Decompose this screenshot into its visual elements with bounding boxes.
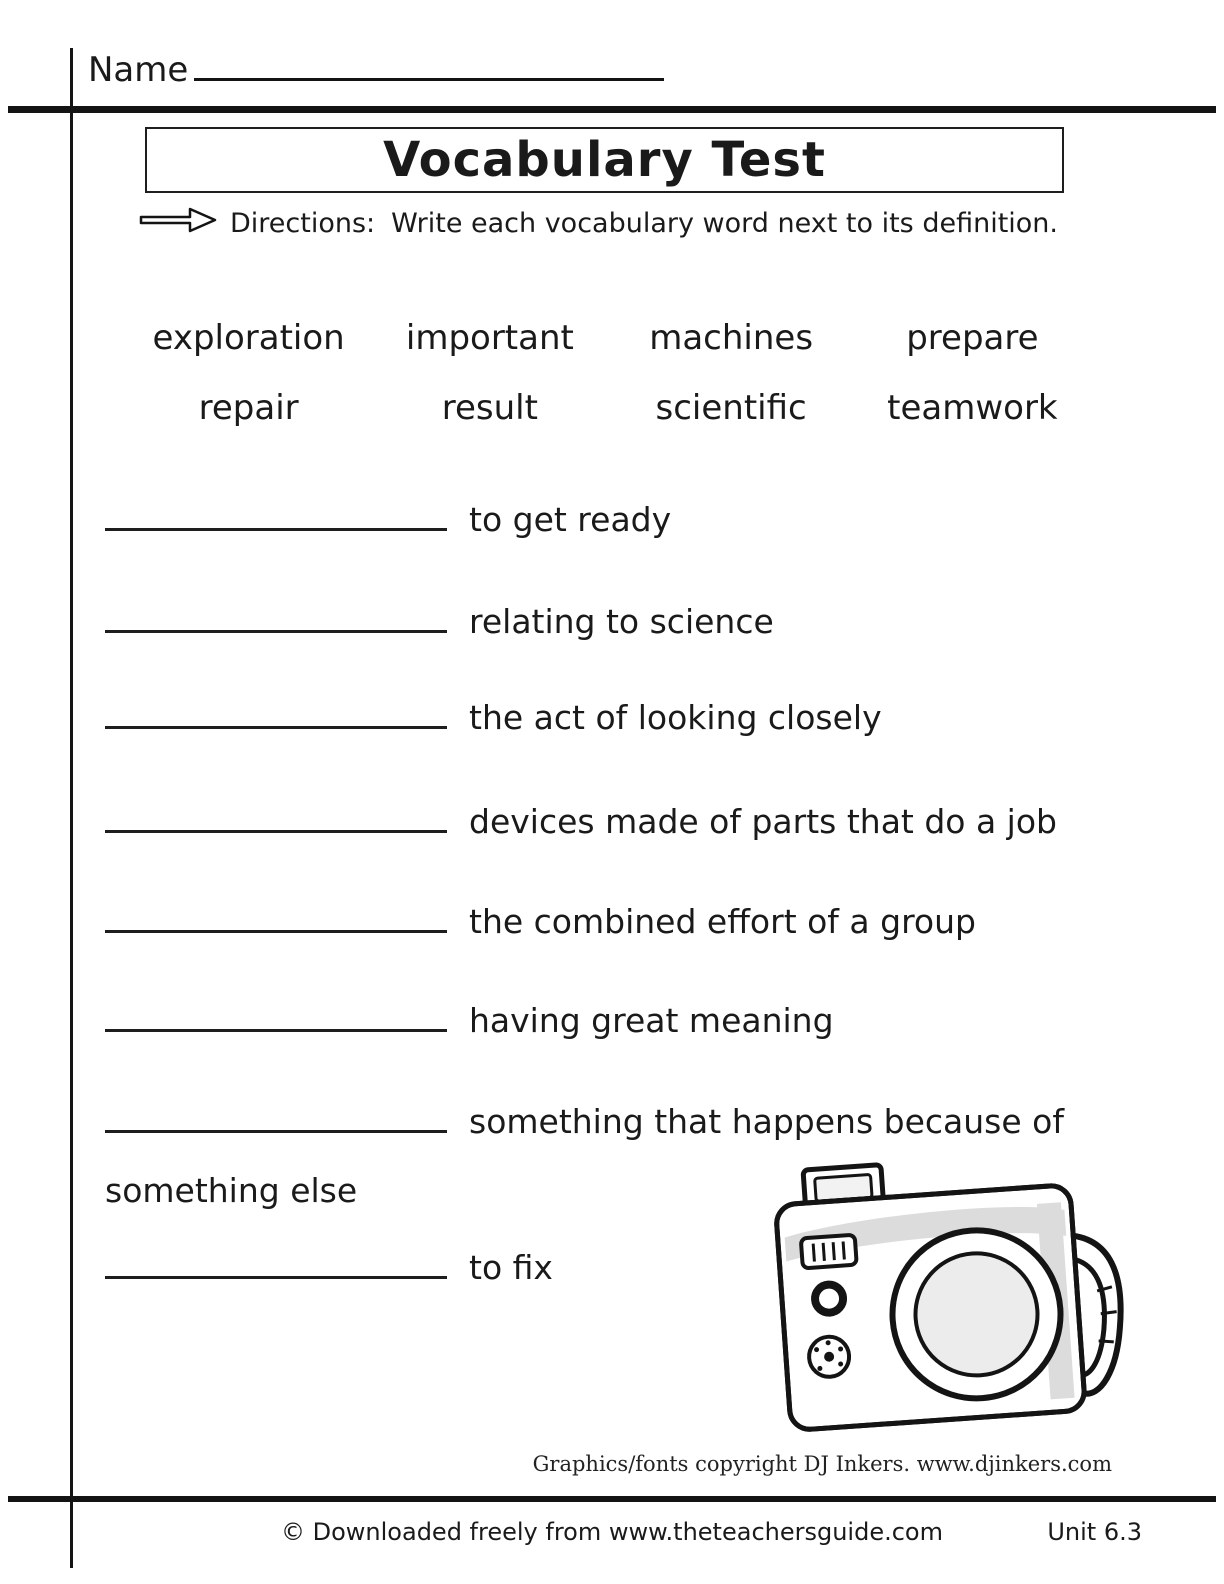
word-bank-item: teamwork [887, 388, 1058, 428]
word-bank [128, 318, 1093, 428]
definition-continuation: something else [105, 1171, 358, 1210]
word-bank-item: result [441, 388, 538, 428]
word-bank-item: repair [198, 388, 299, 428]
footer-source: © Downloaded freely from www.theteachersguide.com [281, 1518, 943, 1546]
answer-blank[interactable] [105, 928, 447, 933]
definition-row [105, 602, 774, 641]
name-blank[interactable] [194, 76, 664, 81]
answer-blank[interactable] [105, 1274, 447, 1279]
word-bank-item: exploration [152, 318, 345, 358]
answer-blank[interactable] [105, 828, 447, 833]
name-row [88, 50, 664, 90]
answer-blank[interactable] [105, 628, 447, 633]
definition-text: devices made of parts that do a job [469, 802, 1057, 841]
answer-blank[interactable] [105, 724, 447, 729]
definition-text: the act of looking closely [469, 698, 882, 737]
page-title: Vocabulary Test [383, 132, 826, 188]
margin-line [70, 48, 73, 1568]
definition-row [105, 1001, 834, 1040]
camera-illustration [768, 1148, 1138, 1458]
footer-unit: Unit 6.3 [1047, 1518, 1142, 1546]
directions-row [138, 206, 1058, 241]
name-label: Name [88, 50, 189, 90]
word-bank-item: machines [649, 318, 814, 358]
definition-text: to fix [469, 1248, 553, 1287]
definition-text: the combined effort of a group [469, 902, 976, 941]
definition-row [105, 1248, 553, 1287]
directions-label: Directions: [230, 208, 376, 239]
definition-row [105, 902, 976, 941]
answer-blank[interactable] [105, 1027, 447, 1032]
word-bank-item: prepare [906, 318, 1039, 358]
top-rule [8, 106, 1216, 113]
answer-blank[interactable] [105, 526, 447, 531]
directions-text: Write each vocabulary word next to its definition. [391, 208, 1058, 239]
definition-row [105, 698, 882, 737]
definition-row [105, 802, 1057, 841]
word-bank-item: scientific [655, 388, 807, 428]
definition-text: having great meaning [469, 1001, 834, 1040]
directions-arrow-icon [138, 206, 218, 241]
definition-row [105, 500, 671, 539]
definition-text: something that happens because of [469, 1102, 1064, 1141]
credits-text: Graphics/fonts copyright DJ Inkers. www.djinkers.com [532, 1452, 1112, 1476]
bottom-rule [8, 1496, 1216, 1502]
answer-blank[interactable] [105, 1128, 447, 1133]
definition-text: relating to science [469, 602, 774, 641]
word-bank-item: important [405, 318, 574, 358]
title-box [145, 127, 1064, 193]
definition-text: to get ready [469, 500, 672, 539]
